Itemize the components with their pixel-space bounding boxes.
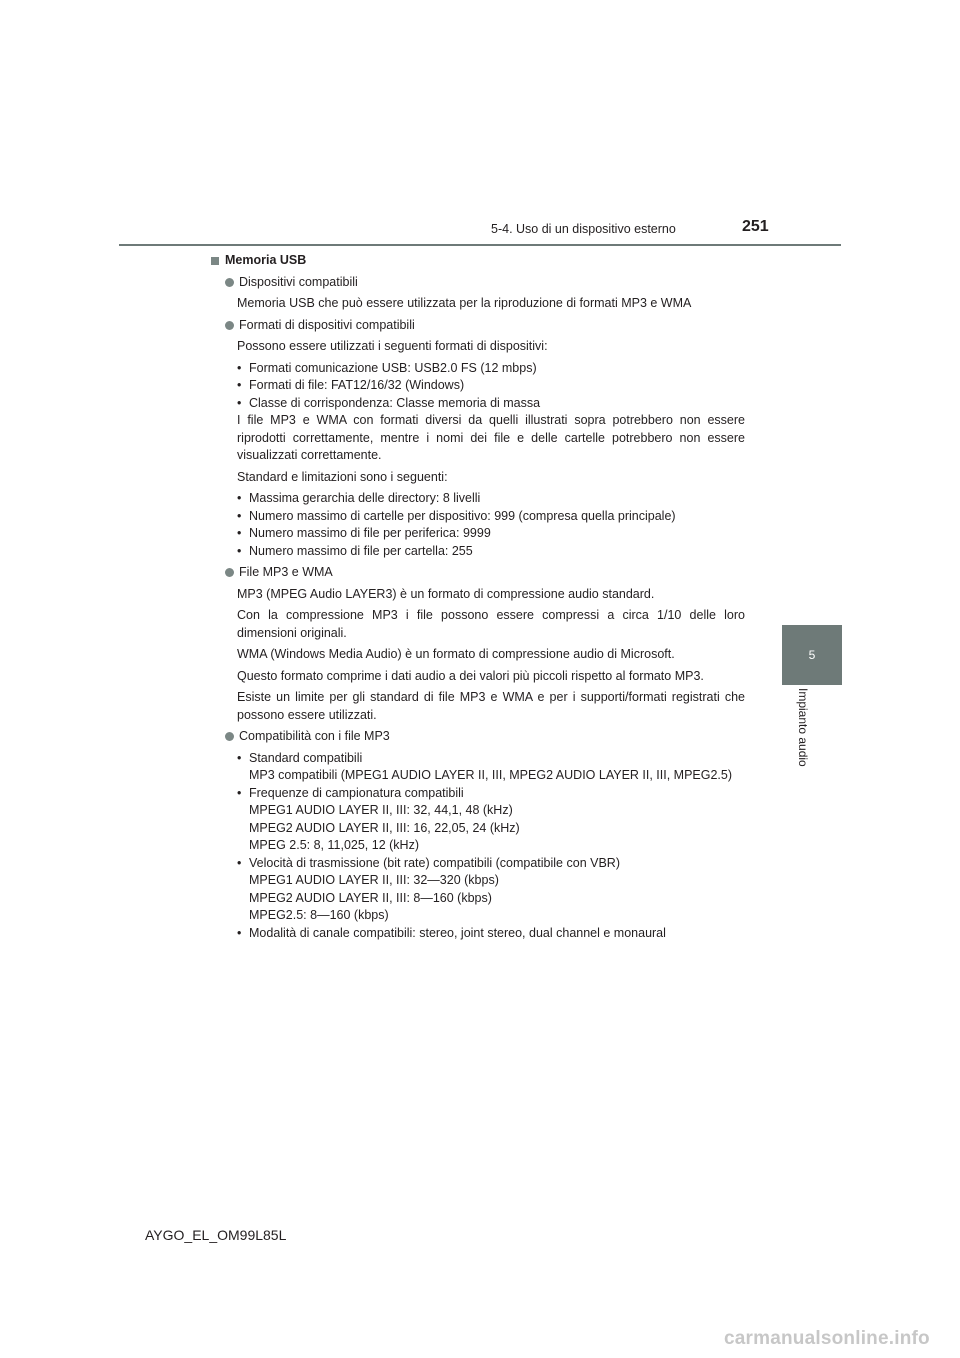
limits-list xyxy=(237,490,745,560)
chapter-tab: 5 xyxy=(782,625,842,685)
item-heading-compat xyxy=(225,728,745,746)
standards-value: MP3 compatibili (MPEG1 AUDIO LAYER II, III, MPEG2 AUDIO LAYER II, III, MPEG2.5) xyxy=(249,768,733,782)
section-heading xyxy=(211,252,745,270)
list-item: • Numero massimo di cartelle per dispositivo: 999 (compresa quella principale) xyxy=(237,508,745,526)
paragraph: Possono essere utilizzati i seguenti formati di dispositivi: xyxy=(237,339,548,353)
sampling-value: MPEG 2.5: 8, 11,025, 12 (kHz) xyxy=(249,838,419,852)
item-heading-text: File MP3 e WMA xyxy=(239,565,333,579)
list-item: • Formati comunicazione USB: USB2.0 FS (12 mbps) xyxy=(237,360,745,378)
header-divider xyxy=(119,244,841,246)
circle-bullet-icon xyxy=(225,568,234,577)
paragraph: Con la compressione MP3 i file possono essere compressi a circa 1/10 delle loro dimensioni originali. xyxy=(237,608,745,640)
item-heading-text: Dispositivi compatibili xyxy=(239,274,358,289)
format-note: I file MP3 e WMA con formati diversi da quelli illustrati sopra potrebbero non essere riprodotti correttamente, mentre i nomi dei file e delle cartelle potrebbero non essere visualizzati correttamente. xyxy=(237,413,745,462)
item-heading-mp3wma xyxy=(225,564,745,582)
bitrate-value: MPEG2.5: 8—160 (kbps) xyxy=(249,908,389,922)
header-section-title: 5-4. Uso di un dispositivo esterno xyxy=(491,222,676,236)
sampling-value: MPEG1 AUDIO LAYER II, III: 32, 44,1, 48 (kHz) xyxy=(249,803,513,817)
page-number: 251 xyxy=(742,218,769,235)
circle-bullet-icon xyxy=(225,321,234,330)
paragraph: WMA (Windows Media Audio) è un formato di compressione audio di Microsoft. xyxy=(237,647,675,661)
bitrate-label: • Velocità di trasmissione (bit rate) compatibili (compatibile con VBR) xyxy=(249,855,620,870)
compat-list xyxy=(237,750,745,943)
square-bullet-icon xyxy=(211,257,219,265)
watermark[interactable]: carmanualsonline.info xyxy=(724,1328,930,1349)
list-item: • Formati di file: FAT12/16/32 (Windows) xyxy=(237,377,745,395)
section-heading-text: Memoria USB xyxy=(225,253,307,267)
circle-bullet-icon xyxy=(225,278,234,287)
circle-bullet-icon xyxy=(225,732,234,741)
list-item-standards xyxy=(237,750,745,785)
list-item: • Classe di corrispondenza: Classe memoria di massa xyxy=(237,395,745,413)
paragraph: MP3 (MPEG Audio LAYER3) è un formato di compressione audio standard. xyxy=(237,586,655,601)
list-item-sampling xyxy=(237,785,745,855)
list-item: • Numero massimo di file per periferica: 9999 xyxy=(237,525,745,543)
list-item: • Massima gerarchia delle directory: 8 livelli xyxy=(237,490,745,508)
item-heading-formats xyxy=(225,317,745,335)
document-code: AYGO_EL_OM99L85L xyxy=(145,1227,287,1243)
bitrate-value: MPEG1 AUDIO LAYER II, III: 32—320 (kbps) xyxy=(249,873,499,887)
paragraph: Memoria USB che può essere utilizzata per la riproduzione di formati MP3 e WMA xyxy=(237,296,692,310)
item-heading-devices xyxy=(225,274,745,292)
sampling-value: MPEG2 AUDIO LAYER II, III: 16, 22,05, 24 (kHz) xyxy=(249,820,520,835)
list-item-channels: • Modalità di canale compatibili: stereo, joint stereo, dual channel e monaural xyxy=(237,925,745,943)
format-list xyxy=(237,360,745,465)
standards-label: • Standard compatibili xyxy=(249,750,363,765)
sampling-label: • Frequenze di campionatura compatibili xyxy=(249,785,464,800)
paragraph: Esiste un limite per gli standard di file MP3 e WMA e per i supporti/formati registrati che possono essere utilizzati. xyxy=(237,690,745,722)
item-heading-text: Formati di dispositivi compatibili xyxy=(239,317,415,332)
paragraph: Questo formato comprime i dati audio a dei valori più piccoli rispetto al formato MP3. xyxy=(237,668,704,683)
list-item-bitrate xyxy=(237,855,745,925)
paragraph: Standard e limitazioni sono i seguenti: xyxy=(237,469,448,484)
chapter-tab-label: Impianto audio xyxy=(796,688,810,767)
page-content xyxy=(211,252,745,946)
bitrate-value: MPEG2 AUDIO LAYER II, III: 8—160 (kbps) xyxy=(249,890,492,905)
item-heading-text: Compatibilità con i file MP3 xyxy=(239,729,390,743)
list-item: • Numero massimo di file per cartella: 255 xyxy=(237,543,745,561)
